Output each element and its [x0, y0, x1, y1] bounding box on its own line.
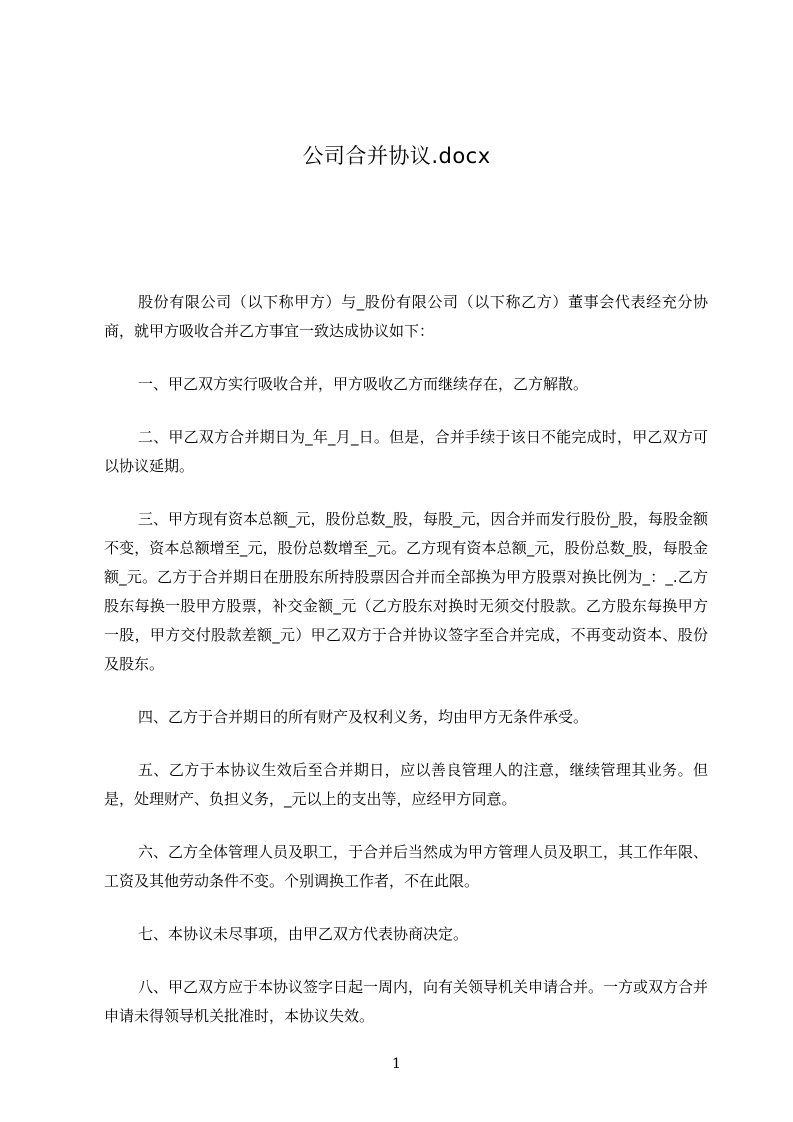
document-body: [104, 288, 708, 1055]
paragraph-clause-4: 四、乙方于合并期日的所有财产及权利义务，均由甲方无条件承受。: [138, 708, 589, 726]
paragraph-clause-2: 二、甲乙双方合并期日为_年_月_日。但是，合并手续于该日不能完成时，甲乙双方可以协议延期。: [104, 428, 708, 475]
paragraph-clause-5: 五、乙方于本协议生效后至合并期日，应以善良管理人的注意，继续管理其业务。但是，处理财产、负担义务，_元以上的支出等，应经甲方同意。: [104, 761, 708, 808]
paragraph-clause-3: 三、甲方现有资本总额_元，股份总数_股，每股_元，因合并而发行股份_股，每股金额不变，资本总额增至_元，股份总数增至_元。乙方现有资本总额_元，股份总数_股，每股金额_元。乙方于合并期日在册股东所持股票因合并而全部换为甲方股票对换比例为_：_.乙方股东每换一股甲方股票，补交金额_元（乙方股东对换时无须交付股款。乙方股东每换甲方一股，甲方交付股款差额_元）甲乙双方于合并协议签字至合并完成，不再变动资本、股份及股东。: [104, 510, 709, 673]
paragraph-intro: 股份有限公司（以下称甲方）与_股份有限公司（以下称乙方）董事会代表经充分协商，就甲方吸收合并乙方事宜一致达成协议如下：: [104, 293, 708, 340]
paragraph-clause-8: 八、甲乙双方应于本协议签字日起一周内，向有关领导机关申请合并。一方或双方合并申请未得领导机关批准时，本协议失效。: [104, 978, 709, 1025]
document-title: 公司合并协议.docx: [302, 144, 491, 168]
page-number: 1: [392, 1056, 401, 1072]
paragraph-clause-1: 一、甲乙双方实行吸收合并，甲方吸收乙方而继续存在，乙方解散。: [138, 375, 589, 393]
paragraph-clause-6: 六、乙方全体管理人员及职工，于合并后当然成为甲方管理人员及职工，其工作年限、工资及其他劳动条件不变。个别调换工作者，不在此限。: [104, 843, 709, 890]
paragraph-clause-7: 七、本协议未尽事项，由甲乙双方代表协商决定。: [138, 925, 469, 943]
